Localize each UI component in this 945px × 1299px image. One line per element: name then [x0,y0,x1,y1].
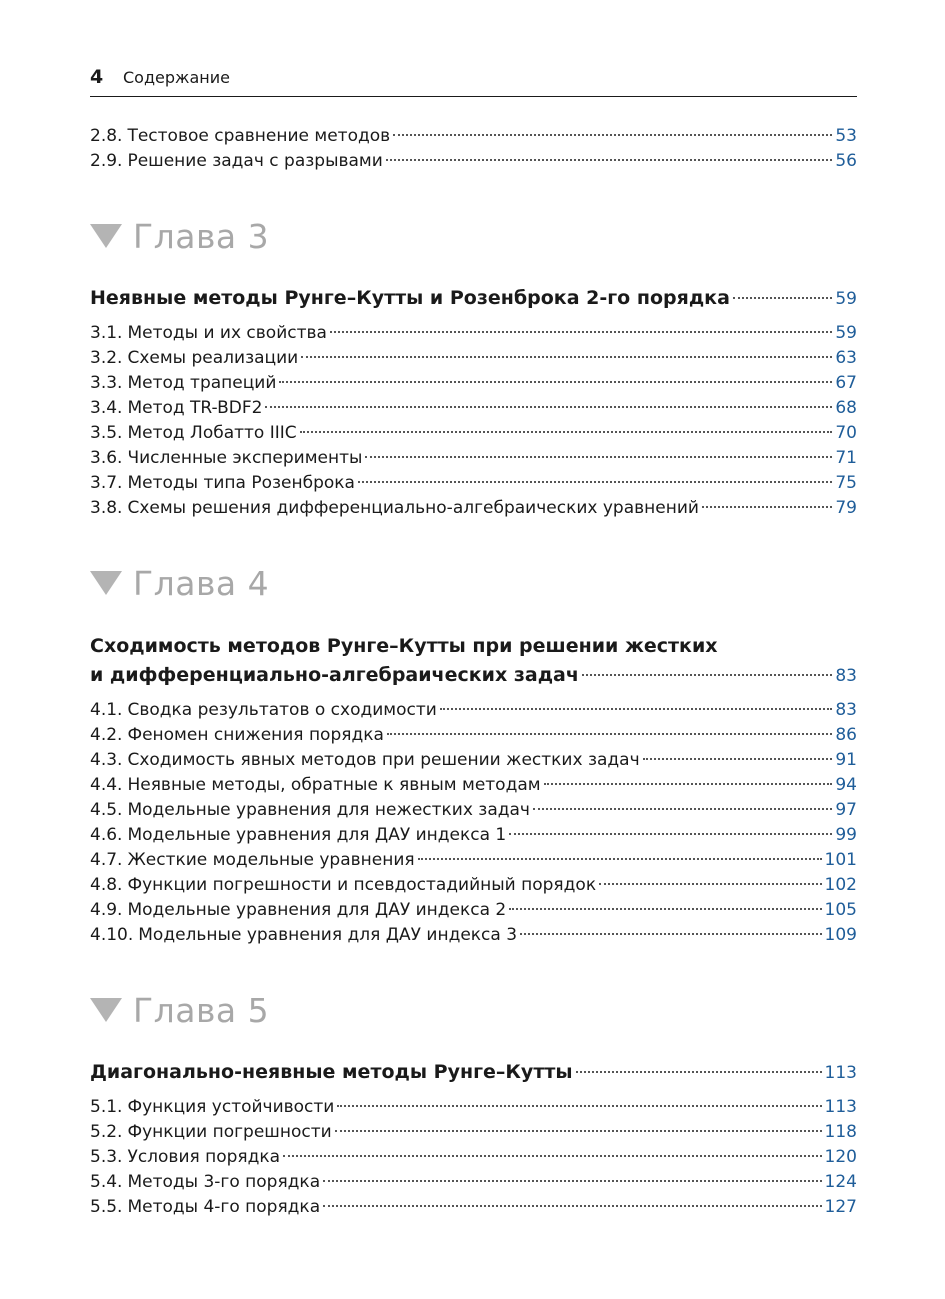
dot-leader [599,883,821,885]
entry-page[interactable]: 75 [835,473,857,493]
entry-title: Сводка результатов о сходимости [127,700,437,720]
dot-leader [544,783,833,785]
toc-entry[interactable] [90,446,857,471]
dot-leader [386,159,833,161]
entry-page[interactable]: 91 [835,750,857,770]
chapter-label: Глава 4 [133,563,270,603]
dot-leader [418,858,822,860]
dot-leader [387,733,832,735]
entry-title: Модельные уравнения для нежестких задач [127,800,530,820]
toc-entry[interactable] [90,1095,857,1120]
entry-page[interactable]: 127 [824,1197,857,1217]
entry-page[interactable]: 79 [835,498,857,518]
entry-title: Схемы решения дифференциально-алгебраических уравнений [127,498,699,518]
toc-entry[interactable] [90,371,857,396]
entry-number: 4.5. [90,800,123,820]
entry-page[interactable]: 118 [824,1122,857,1142]
part-title-entry[interactable] [90,661,857,690]
toc-entry[interactable] [90,898,857,923]
entry-title: Модельные уравнения для ДАУ индекса 3 [138,925,518,945]
toc-entry[interactable] [90,823,857,848]
toc-entry[interactable] [90,748,857,773]
dot-leader [520,933,822,935]
entry-title: Функция устойчивости [127,1097,335,1117]
dot-leader [702,506,832,508]
entry-number: 4.1. [90,700,123,720]
entry-title: Функции погрешности [127,1122,332,1142]
entry-page[interactable]: 68 [835,398,857,418]
dot-leader [323,1205,821,1207]
chapter-entries [90,698,857,948]
dot-leader [533,808,832,810]
part-title-text: Диагонально-неявные методы Рунге–Кутты [90,1061,573,1083]
triangle-down-icon [90,571,122,595]
toc-entry[interactable] [90,1195,857,1220]
toc-entry[interactable] [90,149,857,174]
entry-page[interactable]: 124 [824,1172,857,1192]
entry-page[interactable]: 99 [835,825,857,845]
toc-entry[interactable] [90,496,857,521]
entry-title: Модельные уравнения для ДАУ индекса 2 [127,900,507,920]
dot-leader [279,381,832,383]
entry-page[interactable]: 94 [835,775,857,795]
entry-number: 4.8. [90,875,123,895]
entry-title: Решение задач с разрывами [127,151,383,171]
dot-leader [582,674,832,676]
toc-entry[interactable] [90,848,857,873]
part-page[interactable]: 59 [835,289,857,309]
dot-leader [330,331,832,333]
dot-leader [509,833,832,835]
part-title-text: и дифференциально-алгебраических задач [90,664,579,686]
entry-title: Условия порядка [127,1147,281,1167]
entry-number: 3.3. [90,373,123,393]
toc-entry[interactable] [90,421,857,446]
entry-number: 4.10. [90,925,134,945]
dot-leader [393,134,832,136]
dot-leader [358,481,832,483]
entry-number: 3.8. [90,498,123,518]
entry-number: 4.6. [90,825,123,845]
entry-page[interactable]: 67 [835,373,857,393]
toc-entry[interactable] [90,873,857,898]
entry-page[interactable]: 86 [835,725,857,745]
dot-leader [301,356,832,358]
chapter-heading [90,216,857,256]
chapter-label: Глава 3 [133,216,270,256]
part-title-line: Сходимость методов Рунге–Кутты при решении жестких [90,635,718,657]
chapter-entries [90,321,857,521]
chapter-label: Глава 5 [133,990,270,1030]
entry-page[interactable]: 120 [824,1147,857,1167]
toc-content [90,124,857,1220]
entry-page[interactable]: 109 [824,925,857,945]
entry-title: Тестовое сравнение методов [127,126,391,146]
entry-title: Феномен снижения порядка [127,725,384,745]
entry-title: Модельные уравнения для ДАУ индекса 1 [127,825,507,845]
part-title [90,1058,857,1087]
toc-entry[interactable] [90,773,857,798]
entry-title: Метод TR-BDF2 [127,398,263,418]
entry-page[interactable]: 83 [835,700,857,720]
entry-number: 3.1. [90,323,123,343]
entry-page[interactable]: 63 [835,348,857,368]
entry-title: Метод Лобатто IIIC [127,423,297,443]
entry-number: 3.5. [90,423,123,443]
entry-page[interactable]: 59 [835,323,857,343]
entry-number: 4.7. [90,850,123,870]
toc-entry[interactable] [90,471,857,496]
entry-number: 2.9. [90,151,123,171]
entry-number: 5.2. [90,1122,123,1142]
entry-page[interactable]: 102 [824,875,857,895]
entry-number: 5.3. [90,1147,123,1167]
dot-leader [300,431,833,433]
toc-entry[interactable] [90,346,857,371]
dot-leader [733,297,832,299]
entry-page[interactable]: 71 [835,448,857,468]
entry-page[interactable]: 97 [835,800,857,820]
part-page[interactable]: 83 [835,666,857,686]
entry-number: 4.9. [90,900,123,920]
part-title [90,631,857,690]
dot-leader [323,1180,821,1182]
entry-number: 5.1. [90,1097,123,1117]
dot-leader [576,1071,822,1073]
entry-title: Методы 3-го порядка [127,1172,321,1192]
page-header [90,64,857,97]
entry-title: Жесткие модельные уравнения [127,850,415,870]
entry-page[interactable]: 53 [835,126,857,146]
entry-number: 4.4. [90,775,123,795]
entry-page[interactable]: 70 [835,423,857,443]
entry-number: 2.8. [90,126,123,146]
entry-title: Методы и их свойства [127,323,327,343]
entry-title: Сходимость явных методов при решении жестких задач [127,750,640,770]
chapter-heading [90,563,857,603]
entry-number: 3.4. [90,398,123,418]
dot-leader [283,1155,821,1157]
dot-leader [265,406,832,408]
toc-entry[interactable] [90,698,857,723]
entry-page[interactable]: 56 [835,151,857,171]
part-page[interactable]: 113 [824,1063,857,1083]
dot-leader [335,1130,822,1132]
header-title: Содержание [123,68,230,87]
toc-entry[interactable] [90,396,857,421]
part-title-entry[interactable] [90,1058,857,1087]
toc-entry[interactable] [90,798,857,823]
entry-number: 3.6. [90,448,123,468]
toc-entry[interactable] [90,124,857,149]
chapter-heading [90,990,857,1030]
entry-number: 5.5. [90,1197,123,1217]
entry-title: Схемы реализации [127,348,299,368]
entry-title: Метод трапеций [127,373,277,393]
chapter-entries [90,1095,857,1220]
page-number: 4 [90,66,104,88]
part-title-text: Неявные методы Рунге–Кутты и Розенброка 2-го порядка [90,287,730,309]
dot-leader [337,1105,821,1107]
triangle-down-icon [90,224,122,248]
entry-title: Функции погрешности и псевдостадийный порядок [127,875,597,895]
toc-entry[interactable] [90,321,857,346]
dot-leader [509,908,821,910]
toc-entry[interactable] [90,923,857,948]
dot-leader [440,708,833,710]
part-title [90,284,857,313]
toc-entry[interactable] [90,1120,857,1145]
entry-page[interactable]: 105 [824,900,857,920]
entry-page[interactable]: 101 [824,850,857,870]
dot-leader [365,456,832,458]
entry-number: 3.7. [90,473,123,493]
entry-title: Методы 4-го порядка [127,1197,321,1217]
triangle-down-icon [90,998,122,1022]
dot-leader [643,758,833,760]
toc-entry[interactable] [90,1145,857,1170]
toc-entry[interactable] [90,1170,857,1195]
entry-number: 3.2. [90,348,123,368]
entry-title: Методы типа Розенброка [127,473,355,493]
entry-title: Неявные методы, обратные к явным методам [127,775,541,795]
entry-number: 5.4. [90,1172,123,1192]
entry-number: 4.2. [90,725,123,745]
entry-number: 4.3. [90,750,123,770]
entry-title: Численные эксперименты [127,448,363,468]
toc-entry[interactable] [90,723,857,748]
part-title-entry[interactable] [90,284,857,313]
entry-page[interactable]: 113 [824,1097,857,1117]
